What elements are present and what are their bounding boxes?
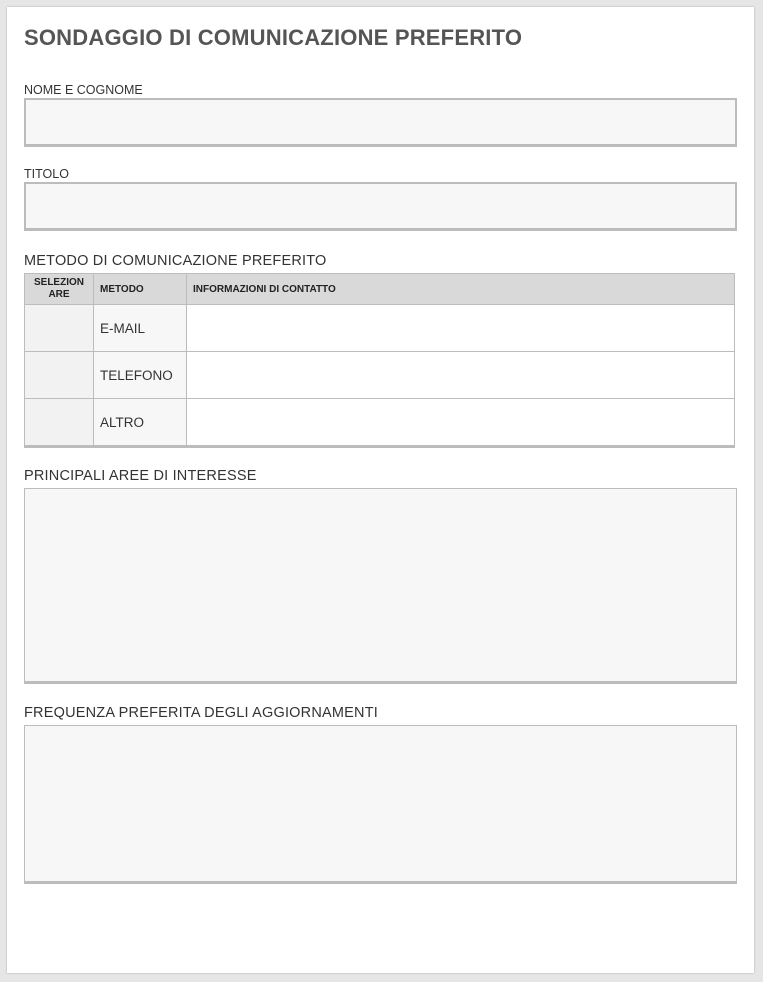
- select-cell-phone[interactable]: [25, 352, 94, 399]
- title-field[interactable]: [24, 182, 737, 231]
- select-cell-other[interactable]: [25, 399, 94, 447]
- method-cell: TELEFONO: [94, 352, 187, 399]
- name-label: NOME E COGNOME: [24, 83, 143, 97]
- page-title: SONDAGGIO DI COMUNICAZIONE PREFERITO: [24, 25, 523, 50]
- table-row: [25, 305, 735, 352]
- name-field[interactable]: [24, 98, 737, 147]
- interests-label: PRINCIPALI AREE DI INTERESSE: [24, 468, 257, 484]
- methods-section-label: METODO DI COMUNICAZIONE PREFERITO: [24, 253, 327, 269]
- document-page: [7, 7, 754, 973]
- frequency-textarea[interactable]: [24, 725, 737, 884]
- interests-textarea[interactable]: [24, 488, 737, 684]
- title-label: TITOLO: [24, 167, 69, 181]
- contact-cell-email[interactable]: [187, 305, 735, 352]
- header-select: SELEZION ARE: [25, 274, 94, 305]
- header-method: METODO: [94, 274, 187, 305]
- method-cell: E-MAIL: [94, 305, 187, 352]
- methods-table: [24, 273, 735, 448]
- header-contact: INFORMAZIONI DI CONTATTO: [187, 274, 735, 305]
- table-row: [25, 352, 735, 399]
- frequency-label: FREQUENZA PREFERITA DEGLI AGGIORNAMENTI: [24, 705, 378, 721]
- method-cell: ALTRO: [94, 399, 187, 447]
- methods-table-header: [25, 274, 735, 305]
- select-cell-email[interactable]: [25, 305, 94, 352]
- contact-cell-other[interactable]: [187, 399, 735, 447]
- table-row: [25, 399, 735, 447]
- contact-cell-phone[interactable]: [187, 352, 735, 399]
